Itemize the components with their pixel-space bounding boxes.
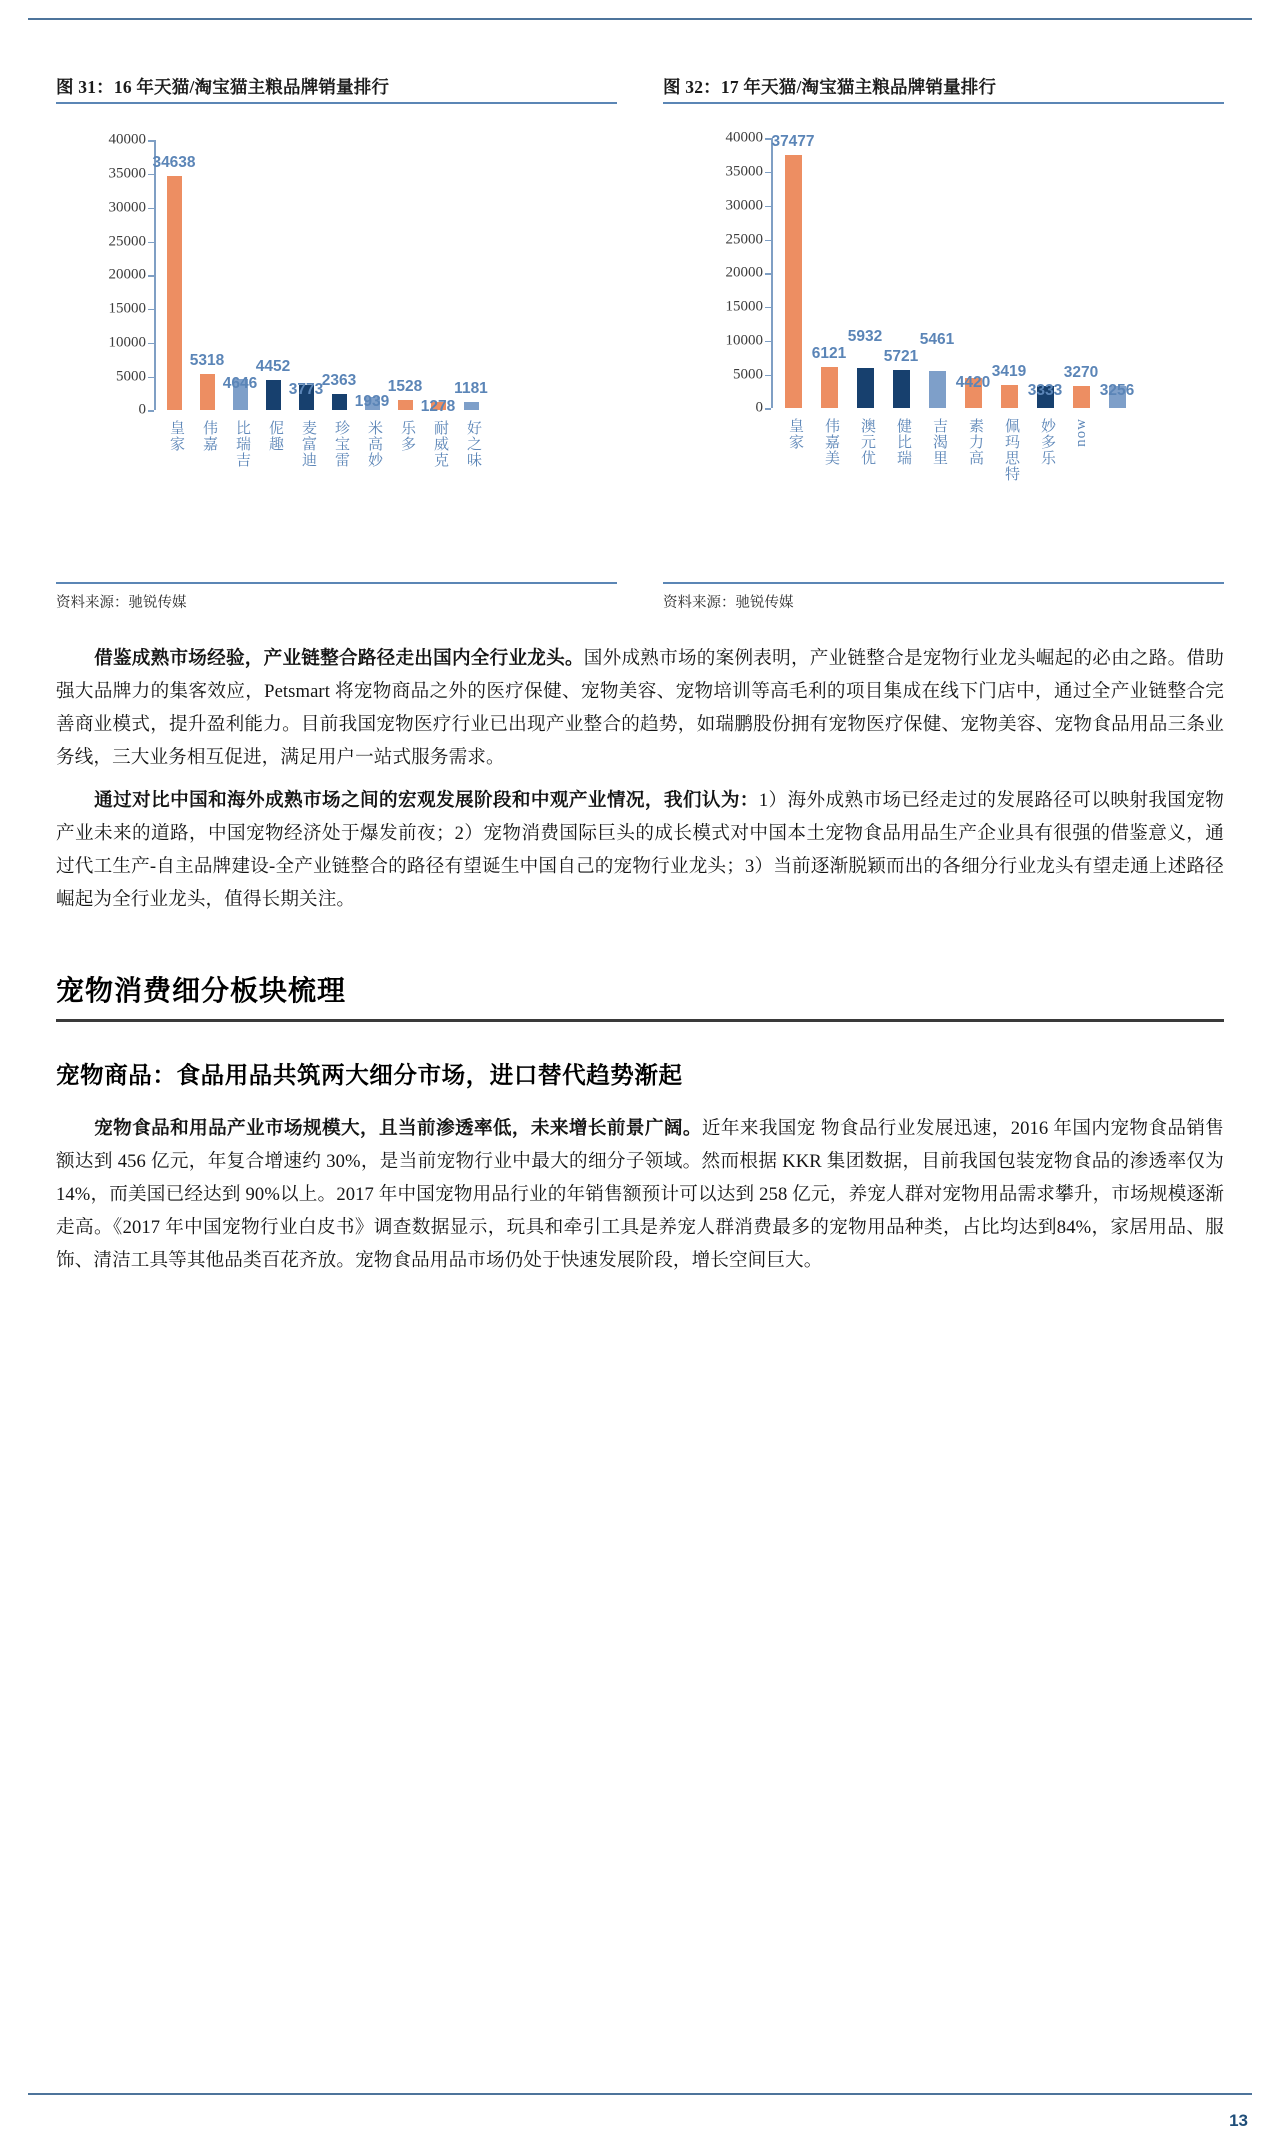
x-axis-category-label: 健比瑞 xyxy=(895,418,911,467)
y-axis-tick-label: 10000 xyxy=(108,334,146,351)
x-axis-category-label: 妙多乐 xyxy=(1039,418,1055,467)
chart-bar xyxy=(929,371,946,408)
y-axis-tick-label: 25000 xyxy=(725,231,763,247)
bar-value-label: 5461 xyxy=(919,331,955,349)
page-bottom-rule xyxy=(28,2093,1252,2095)
bar-value-label: 3419 xyxy=(991,363,1027,381)
chart-bar xyxy=(785,155,802,408)
paragraph-3 xyxy=(56,1112,1224,1277)
x-axis-category-label: 好之味 xyxy=(465,420,481,469)
y-axis-tick-label: 25000 xyxy=(108,233,146,249)
bar-value-label: 1939 xyxy=(354,393,390,411)
y-axis-tick-label: 5000 xyxy=(733,366,763,382)
value-axis-line xyxy=(771,138,773,408)
y-axis-tick-label: 15000 xyxy=(108,300,146,317)
bar-value-label: 3333 xyxy=(1027,381,1063,399)
x-axis-category-label: 麦富迪 xyxy=(300,420,316,469)
figure-32 xyxy=(663,74,1224,612)
y-axis-tick-label: 30000 xyxy=(725,197,763,214)
paragraph-3-rest: 近年来我国宠 物食品行业发展迅速，2016 年国内宠物食品销售额达到 456 亿元，年复合增速约 30%，是当前宠物行业中最大的细分子领域。然而根据 KKR 集团数据，目前我国包装宠物食品的渗透率仅为 14%，而美国已经达到 90%以上。2017 年中国宠物用品行业的年销售额预计可以达到 258 亿元，养宠人群对宠物用品需求攀升，市场规模逐渐走高。《2017 年中国宠物行业白皮书》调查数据显示，玩具和牵引工具是养宠人群消费最多的宠物用品种类，占比均达到84%，家居用品、服饰、清洁工具等其他品类百花齐放。宠物食品用品市场仍处于快速发展阶段，增长空间巨大。 xyxy=(56,1117,1224,1271)
section-heading-1: 宠物消费细分板块梳理 xyxy=(56,974,347,1006)
paragraph-2 xyxy=(56,784,1224,916)
x-axis-category-label: 乐多 xyxy=(399,420,415,453)
chart-bar xyxy=(266,380,281,410)
figure-31-chart xyxy=(56,110,617,580)
figure-31-title-rule xyxy=(56,102,617,104)
chart-bar xyxy=(821,367,838,408)
y-axis-tick-label: 20000 xyxy=(108,266,146,283)
y-axis-tick-label: 5000 xyxy=(116,368,146,384)
figure-32-title: 图 32：17 年天猫/淘宝猫主粮品牌销量排行 xyxy=(663,77,997,97)
x-axis-category-label: 珍宝雷 xyxy=(333,420,349,469)
figure-32-title-rule xyxy=(663,102,1224,104)
paragraph-2-lead: 通过对比中国和海外成熟市场之间的宏观发展阶段和中观产业情况，我们认为： xyxy=(94,790,759,812)
bar-value-label: 3256 xyxy=(1099,382,1135,400)
y-axis-tick-label: 35000 xyxy=(108,165,146,182)
y-axis-tick-label: 40000 xyxy=(725,129,763,146)
bar-value-label: 1181 xyxy=(454,380,488,398)
chart-bar xyxy=(1073,386,1090,408)
paragraph-2-rest: 1）海外成熟市场已经走过的发展路径可以映射我国宠物产业未来的道路，中国宠物经济处于爆发前夜；2）宠物消费国际巨头的成长模式对中国本土宠物食品用品生产企业具有很强的借鉴意义，通过代工生产-自主品牌建设-全产业链整合的路径有望诞生中国自己的宠物行业龙头；3）当前逐渐脱颖而出的各细分行业龙头有望走通上述路径崛起为全行业龙头，值得长期关注。 xyxy=(56,790,1224,911)
y-axis-tick xyxy=(148,410,154,411)
chart-bar xyxy=(332,394,347,410)
y-axis-tick-label: 10000 xyxy=(725,332,763,349)
bar-value-label: 5721 xyxy=(883,347,919,365)
bar-value-label: 34638 xyxy=(152,154,196,172)
value-axis-line xyxy=(154,140,156,410)
figure-31-source: 资料来源：驰锐传媒 xyxy=(56,594,187,611)
x-axis-category-label: 皇家 xyxy=(168,420,184,453)
chart-bar xyxy=(167,176,182,410)
bar-value-label: 4420 xyxy=(955,374,991,392)
y-axis-tick-label: 0 xyxy=(755,399,763,416)
section-heading-2: 宠物商品：食品用品共筑两大细分市场，进口替代趋势渐起 xyxy=(56,1061,683,1088)
bar-value-label: 3270 xyxy=(1063,364,1099,382)
figure-31 xyxy=(56,74,617,612)
bar-value-label: 37477 xyxy=(771,133,815,151)
bar-value-label: 1278 xyxy=(420,397,456,415)
y-axis-tick-label: 35000 xyxy=(725,163,763,180)
bar-value-label: 5318 xyxy=(189,352,225,370)
figure-32-source: 资料来源：驰锐传媒 xyxy=(663,594,794,611)
y-axis-tick-label: 0 xyxy=(138,401,146,418)
paragraph-3-lead: 宠物食品和用品产业市场规模大，且当前渗透率低，未来增长前景广阔。 xyxy=(94,1117,702,1139)
x-axis-category-label: 佩玛思特 xyxy=(1003,418,1019,483)
bar-value-label: 2363 xyxy=(321,372,357,390)
paragraph-1-lead: 借鉴成熟市场经验，产业链整合路径走出国内全行业龙头。 xyxy=(94,647,584,669)
x-axis-category-label: 伟嘉 xyxy=(201,420,217,453)
chart-bar xyxy=(200,374,215,410)
chart-bar xyxy=(1001,385,1018,408)
figures-row xyxy=(56,74,1224,612)
bar-value-label: 4452 xyxy=(255,358,291,376)
x-axis-category-label: 比瑞吉 xyxy=(234,420,250,469)
x-axis-category-label: now xyxy=(1073,418,1089,448)
y-axis-tick-label: 15000 xyxy=(725,298,763,315)
section-heading-1-rule xyxy=(56,1019,1224,1022)
bar-value-label: 4646 xyxy=(222,374,258,392)
x-axis-category-label: 耐威克 xyxy=(432,420,448,469)
y-axis-tick-label: 40000 xyxy=(108,131,146,148)
x-axis-category-label: 吉渴里 xyxy=(931,418,947,467)
chart-bar xyxy=(857,368,874,408)
paragraph-1-rest: 国外成熟市场的案例表明，产业链整合是宠物行业龙头崛起的必由之路。借助强大品牌力的集客效应，Petsmart 将宠物商品之外的医疗保健、宠物美容、宠物培训等高毛利的项目集成在线下门店中，通过全产业链整合完善商业模式，提升盈利能力。目前我国宠物医疗行业已出现产业整合的趋势，如瑞鹏股份拥有宠物医疗保健、宠物美容、宠物食品用品三条业务线，三大业务相互促进，满足用户一站式服务需求。 xyxy=(56,647,1224,769)
x-axis-category-label: 澳元优 xyxy=(859,418,875,467)
chart-bar xyxy=(893,370,910,409)
figure-32-chart xyxy=(663,110,1224,580)
x-axis-category-label: 皇家 xyxy=(787,418,803,451)
article-body xyxy=(56,642,1224,1277)
bar-value-label: 3773 xyxy=(288,380,324,398)
bar-value-label: 1528 xyxy=(387,377,423,395)
bar-value-label: 6121 xyxy=(811,344,847,362)
y-axis-tick-label: 30000 xyxy=(108,199,146,216)
y-axis xyxy=(663,110,733,440)
figure-31-title: 图 31：16 年天猫/淘宝猫主粮品牌销量排行 xyxy=(56,77,390,97)
page-number: 13 xyxy=(1229,2111,1248,2130)
x-axis-category-label: 米高妙 xyxy=(366,420,382,469)
x-axis-category-label: 伟嘉美 xyxy=(823,418,839,467)
chart-bar xyxy=(464,402,479,410)
x-axis-category-label: 素力高 xyxy=(967,418,983,467)
y-axis-tick xyxy=(765,408,771,409)
bar-value-label: 5932 xyxy=(847,328,883,346)
paragraph-1 xyxy=(56,642,1224,774)
y-axis-tick-label: 20000 xyxy=(725,264,763,281)
x-axis-category-label: 伲趣 xyxy=(267,420,283,453)
page-top-rule xyxy=(28,18,1252,20)
chart-bar xyxy=(398,400,413,410)
